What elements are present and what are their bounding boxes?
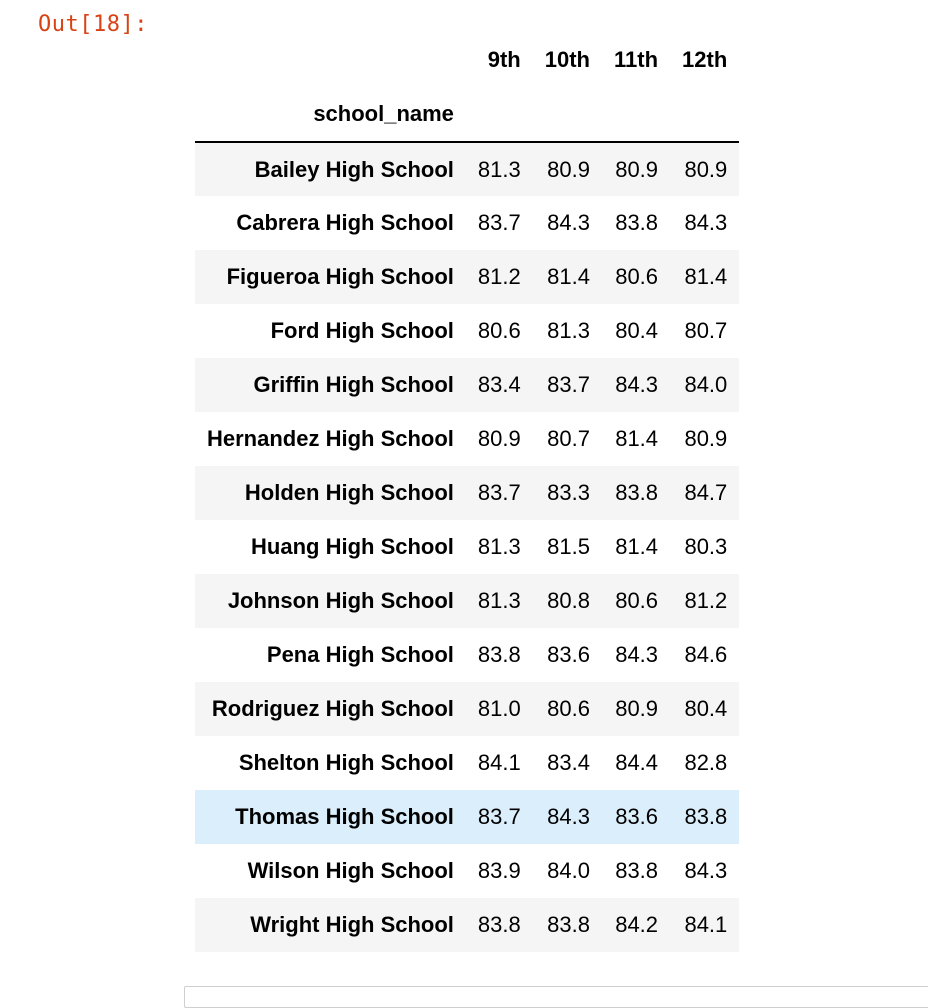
row-index-school-name: Figueroa High School: [226, 264, 454, 289]
table-cell: 80.9: [615, 696, 659, 721]
row-index-school-name: Griffin High School: [253, 372, 454, 397]
table-row: [195, 250, 739, 304]
row-index-school-name: Pena High School: [266, 642, 454, 667]
table-cell: 83.6: [547, 642, 590, 667]
table-cell: 80.4: [684, 696, 728, 721]
column-header-9th: 9th: [487, 46, 521, 72]
table-cell: 83.8: [477, 912, 521, 937]
table-cell: 80.9: [684, 426, 728, 451]
table-cell: 84.2: [615, 912, 659, 937]
table-body: [195, 142, 739, 952]
table-row: [195, 304, 739, 358]
table-cell: 81.3: [477, 156, 521, 182]
table-cell: 81.0: [477, 696, 521, 721]
table-cell: 80.9: [684, 156, 728, 182]
column-header-10th: 10th: [544, 46, 590, 72]
table-cell: 83.4: [547, 750, 590, 775]
row-index-school-name: Cabrera High School: [236, 210, 454, 235]
row-index-school-name: Huang High School: [251, 534, 454, 559]
column-header-row: [195, 32, 739, 87]
table-cell: 83.7: [547, 372, 590, 397]
table-row: [195, 682, 739, 736]
table-cell: 81.2: [477, 264, 521, 289]
table-cell: 80.6: [615, 264, 659, 289]
index-name-row: [195, 87, 739, 142]
row-index-school-name: Thomas High School: [235, 804, 454, 829]
table-cell: 81.2: [684, 588, 728, 613]
row-index-school-name: Bailey High School: [254, 156, 454, 182]
column-header-11th: 11th: [614, 46, 659, 72]
table-cell: 80.8: [547, 588, 590, 613]
table-cell: 84.3: [684, 210, 728, 235]
table-cell: 80.6: [547, 696, 590, 721]
table-row: [195, 736, 739, 790]
table-cell: 84.1: [477, 750, 521, 775]
table-cell: 83.8: [615, 480, 659, 505]
table-cell: 83.8: [684, 804, 728, 829]
table-cell: 83.3: [547, 480, 590, 505]
table-cell: 84.3: [684, 858, 728, 883]
table-cell: 81.3: [547, 318, 590, 343]
table-cell: 81.4: [615, 534, 659, 559]
table-cell: 84.4: [615, 750, 659, 775]
table-cell: 84.0: [547, 858, 590, 883]
table-cell: 83.4: [477, 372, 521, 397]
row-index-school-name: Ford High School: [270, 318, 454, 343]
table-cell: 80.6: [615, 588, 659, 613]
table-cell: 83.6: [615, 804, 659, 829]
table-cell: 83.8: [547, 912, 590, 937]
table-cell: 81.4: [615, 426, 659, 451]
row-index-school-name: Holden High School: [244, 480, 454, 505]
row-index-school-name: Wilson High School: [247, 858, 454, 883]
table-cell: 83.8: [477, 642, 521, 667]
index-corner-cell: [195, 32, 466, 87]
table-cell: 84.7: [684, 480, 728, 505]
row-index-school-name: Shelton High School: [238, 750, 454, 775]
table-row: [195, 196, 739, 250]
table-cell: 83.7: [477, 480, 521, 505]
table-cell: 80.3: [684, 534, 728, 559]
table-cell: 82.8: [684, 750, 728, 775]
table-row: [195, 790, 739, 844]
table-row: [195, 412, 739, 466]
table-cell: 81.3: [477, 588, 521, 613]
table-cell: 81.5: [547, 534, 590, 559]
row-index-school-name: Wright High School: [250, 912, 454, 937]
table-row: [195, 466, 739, 520]
table-cell: 83.9: [477, 858, 521, 883]
table-cell: 84.6: [684, 642, 728, 667]
table-cell: 83.7: [477, 210, 521, 235]
table-cell: 83.8: [615, 210, 659, 235]
table-cell: 84.0: [684, 372, 728, 397]
table-cell: 80.9: [477, 426, 521, 451]
table-cell: 81.4: [547, 264, 590, 289]
row-index-school-name: Hernandez High School: [207, 426, 454, 451]
table-cell: 83.8: [615, 858, 659, 883]
table-row: [195, 844, 739, 898]
table-row: [195, 628, 739, 682]
table-row: [195, 358, 739, 412]
output-prompt: Out[18]:: [38, 12, 148, 37]
table-cell: 83.7: [477, 804, 521, 829]
row-index-school-name: Rodriguez High School: [211, 696, 454, 721]
table-row: [195, 142, 739, 196]
table-cell: 84.3: [547, 210, 590, 235]
table-cell: 84.3: [615, 372, 659, 397]
table-cell: 80.4: [615, 318, 659, 343]
column-header-12th: 12th: [682, 46, 728, 72]
table-cell: 81.4: [684, 264, 728, 289]
table-cell: 84.3: [547, 804, 590, 829]
table-header: [195, 32, 739, 142]
table-cell: 80.6: [477, 318, 521, 343]
table-row: [195, 898, 739, 952]
table-cell: 80.7: [684, 318, 728, 343]
table-row: [195, 574, 739, 628]
row-index-school-name: Johnson High School: [227, 588, 454, 613]
table-cell: 80.9: [615, 156, 659, 182]
table-cell: 84.3: [615, 642, 659, 667]
table-cell: 84.1: [684, 912, 728, 937]
table-cell: 80.7: [547, 426, 590, 451]
table-row: [195, 520, 739, 574]
next-input-cell[interactable]: [184, 986, 928, 1008]
dataframe-table: [195, 32, 739, 952]
index-name: school_name: [195, 87, 466, 142]
table-cell: 80.9: [547, 156, 590, 182]
table-cell: 81.3: [477, 534, 521, 559]
